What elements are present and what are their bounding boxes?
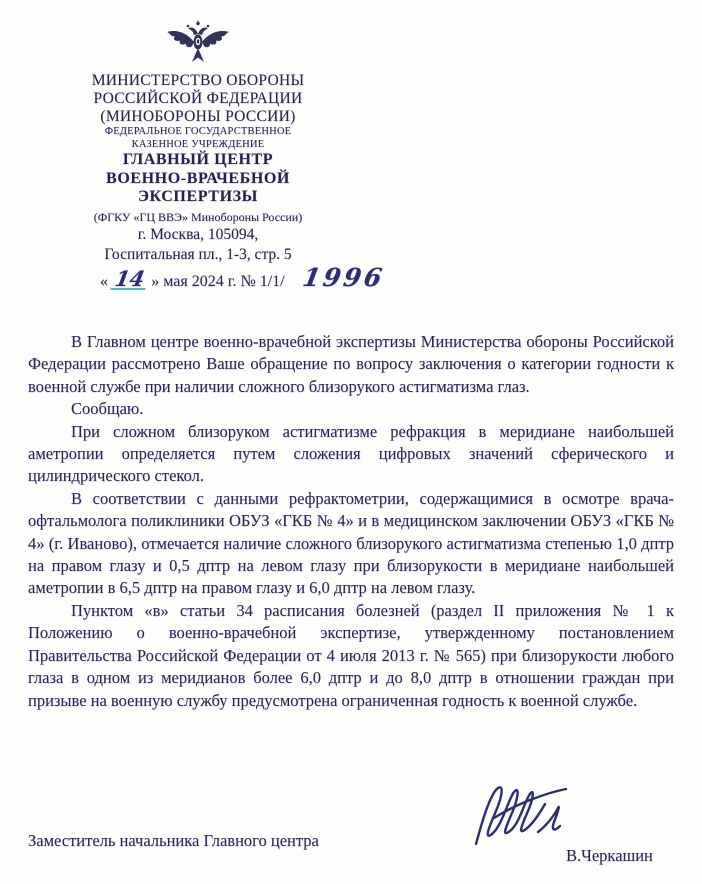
paragraph-refractometry: В соответствии с данными рефрактометрии, содержащимися в осмотре врача-офтальмолога поликлиники ОБУЗ «ГКБ № 4» и в медицинском заключении ОБУЗ «ГКБ № 4» (г. Иваново), отмечается наличие сложного близорукого астигматизма степенью 1,0 дптр на правом глазу и 0,5 дптр на левом глазу при близорукости в меридиане наибольшей аметропии в 6,5 дптр на правом глазу и 6,0 дптр на левом глазу. bbox=[28, 488, 674, 598]
paragraph-regulation: Пунктом «в» статьи 34 расписания болезней (раздел II приложения № 1 к Положению о военно-врачебной экспертизе, утвержденному постановлением Правительства Российской Федерации от 4 июля 2013 г. № 565) при близорукости любого глаза в одном из меридианов более 6,0 дптр и до 8,0 дптр в отношении граждан при призыве на военную службу предусмотрена ограниченная годность к военной службе. bbox=[28, 600, 674, 710]
org-type-line-2: КАЗЕННОЕ УЧРЕЖДЕНИЕ bbox=[131, 138, 265, 150]
signer-name: В.Черкашин bbox=[566, 846, 653, 865]
address-street: Госпитальная пл., 1-3, стр. 5 bbox=[104, 245, 292, 263]
letterhead bbox=[23, 20, 373, 265]
ministry-line-1: МИНИСТЕРСТВО ОБОРОНЫ bbox=[91, 72, 305, 89]
date-typed-text: мая 2024 г. № 1/1/ bbox=[159, 273, 285, 290]
letter-body bbox=[28, 331, 674, 712]
date-number-line bbox=[100, 263, 430, 292]
day-open-quote: « bbox=[100, 273, 108, 290]
center-name-line-1: ГЛАВНЫЙ ЦЕНТР bbox=[122, 151, 274, 168]
double-headed-eagle-emblem-icon bbox=[162, 20, 234, 66]
paragraph-intro: В Главном центре военно-врачебной экспертизы Министерства обороны Российской Федерации рассмотрено Ваше обращение по вопросу заключения о категории годности к военной службе при наличии сложного близорукого астигматизма глаз. bbox=[28, 332, 674, 396]
center-name-line-2: ВОЕННО-ВРАЧЕБНОЙ bbox=[106, 169, 290, 187]
paragraph-refraction: При сложном близоруком астигматизме рефракция в меридиане наибольшей аметропии определяется путем сложения цифровых значений сферического и цилиндрического стекол. bbox=[28, 421, 674, 486]
handwritten-day: 14 bbox=[110, 270, 149, 290]
ministry-line-3: (МИНОБОРОНЫ РОССИИ) bbox=[100, 108, 296, 125]
day-close-quote: » bbox=[151, 273, 160, 290]
paragraph-soobshchayu: Сообщаю. bbox=[71, 399, 144, 419]
org-type-line-1: ФЕДЕРАЛЬНОЕ ГОСУДАРСТВЕННОЕ bbox=[104, 126, 292, 137]
ministry-line-2: РОССИЙСКОЙ ФЕДЕРАЦИИ bbox=[93, 90, 303, 107]
handwritten-outgoing-number: 1996 bbox=[300, 263, 387, 292]
org-abbreviation: (ФГКУ «ГЦ ВВЭ» Минобороны России) bbox=[93, 209, 303, 224]
center-name-line-3: ЭКСПЕРТИЗЫ bbox=[138, 188, 258, 205]
signer-position-title: Заместитель начальника Главного центра bbox=[28, 831, 319, 850]
handwritten-signature-icon bbox=[468, 780, 572, 852]
address-city: г. Москва, 105094, bbox=[137, 225, 259, 243]
